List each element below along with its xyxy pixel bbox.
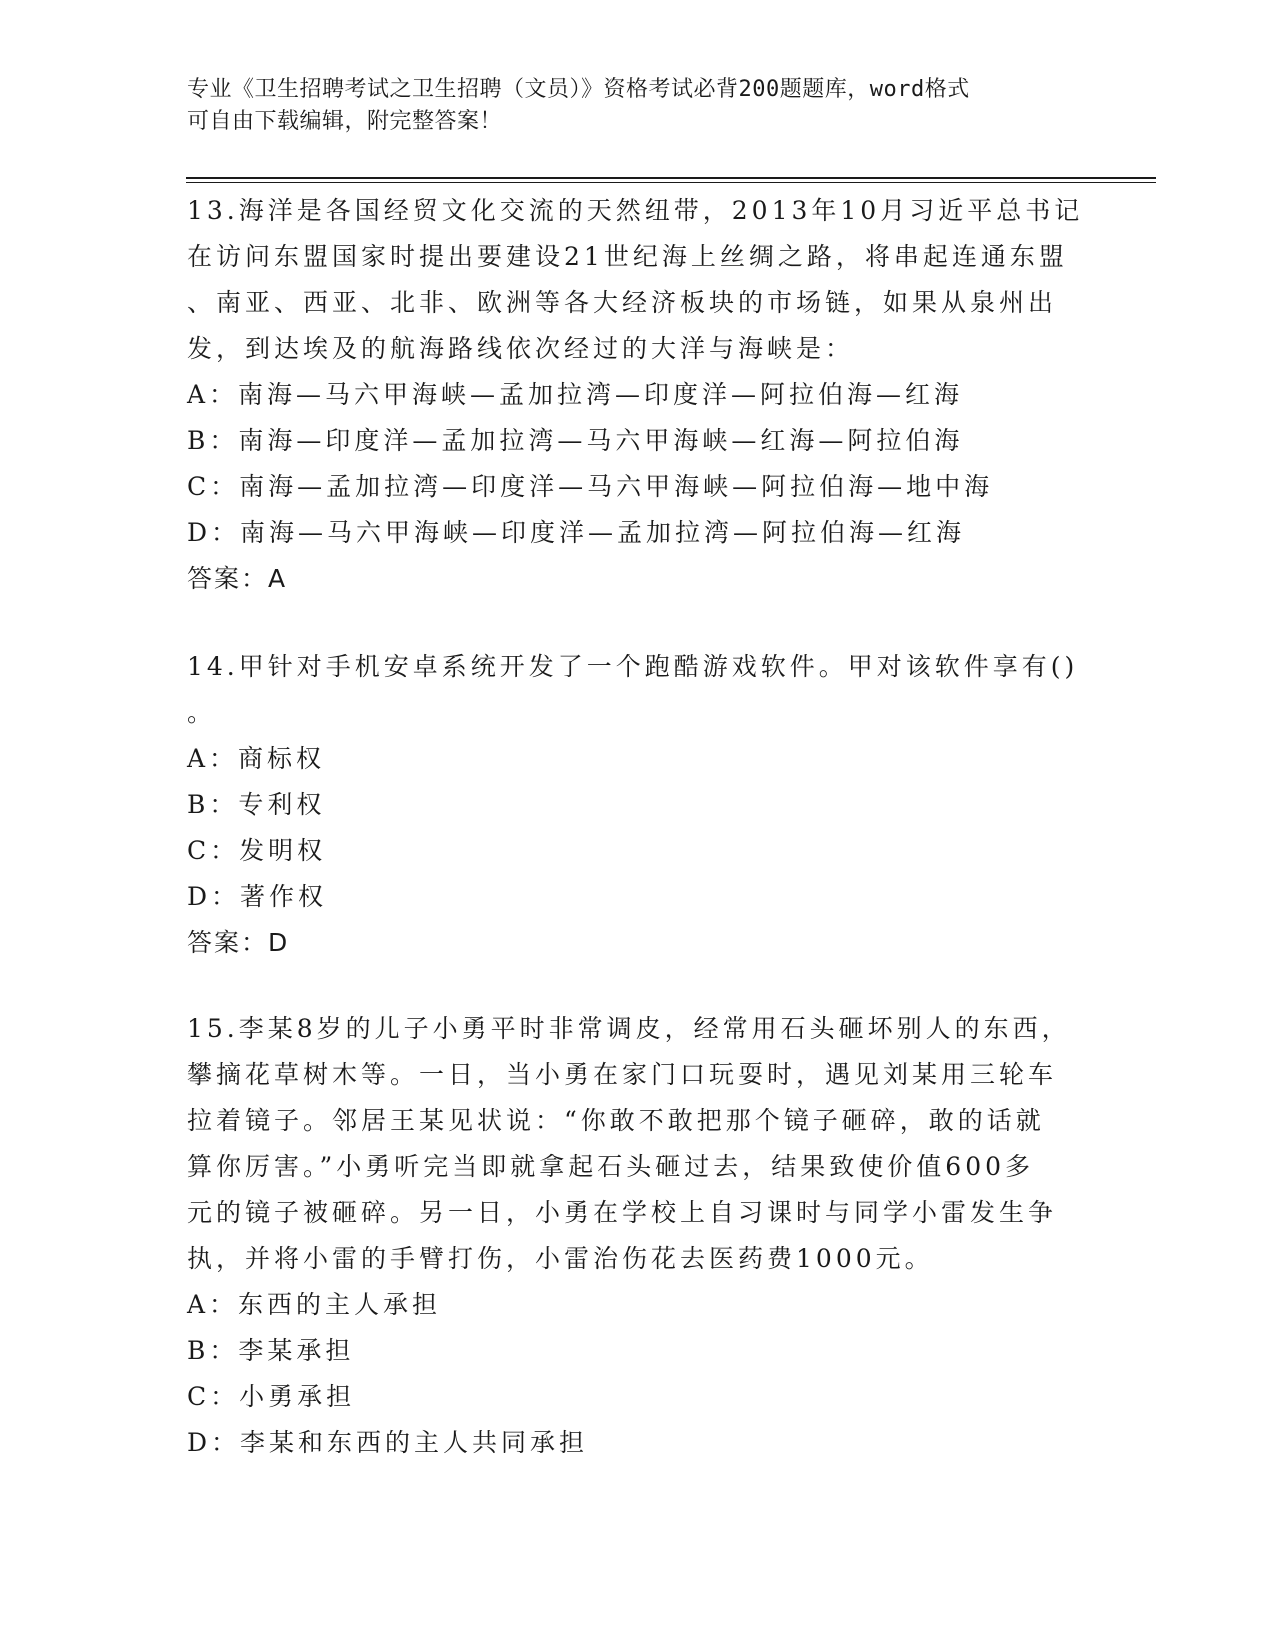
header-line-1: 专业《卫生招聘考试之卫生招聘（文员）》资格考试必背200题题库，word格式 bbox=[187, 77, 970, 102]
question-13 bbox=[187, 188, 1087, 602]
question-text-line: 元的镜子被砸碎。另一日，小勇在学校上自习课时与同学小雷发生争 bbox=[187, 1198, 1058, 1227]
option-b: B：南海—印度洋—孟加拉湾—马六甲海峡—红海—阿拉伯海 bbox=[187, 426, 964, 455]
option-a: A：南海—马六甲海峡—孟加拉湾—印度洋—阿拉伯海—红海 bbox=[187, 380, 964, 409]
question-text-line: 在访问东盟国家时提出要建设21世纪海上丝绸之路，将串起连通东盟 bbox=[187, 242, 1068, 271]
option-d: D：著作权 bbox=[187, 882, 328, 911]
answer-label: 答案：A bbox=[187, 564, 288, 593]
document-header bbox=[187, 74, 1067, 138]
question-text-line: 。 bbox=[187, 698, 217, 727]
option-a: A：商标权 bbox=[187, 744, 326, 773]
option-d: D：李某和东西的主人共同承担 bbox=[187, 1428, 589, 1457]
question-text-line: 攀摘花草树木等。一日，当小勇在家门口玩耍时，遇见刘某用三轮车 bbox=[187, 1060, 1058, 1089]
question-text-line: 拉着镜子。邻居王某见状说：“你敢不敢把那个镜子砸碎，敢的话就 bbox=[187, 1106, 1045, 1135]
question-text-line: 13.海洋是各国经贸文化交流的天然纽带，2013年10月习近平总书记 bbox=[187, 196, 1084, 225]
header-divider-thin bbox=[186, 182, 1156, 183]
option-d: D：南海—马六甲海峡—印度洋—孟加拉湾—阿拉伯海—红海 bbox=[187, 518, 966, 547]
header-line-2: 可自由下载编辑，附完整答案！ bbox=[187, 109, 503, 134]
question-text-line: 算你厉害。”小勇听完当即就拿起石头砸过去，结果致使价值600多 bbox=[187, 1152, 1035, 1181]
answer-label: 答案：D bbox=[187, 928, 290, 957]
option-c: C：发明权 bbox=[187, 836, 327, 865]
question-text-line: 发，到达埃及的航海路线依次经过的大洋与海峡是： bbox=[187, 334, 855, 363]
option-c: C：小勇承担 bbox=[187, 1382, 356, 1411]
question-14 bbox=[187, 644, 1087, 966]
header-divider-thick bbox=[186, 177, 1156, 179]
question-text-line: 14.甲针对手机安卓系统开发了一个跑酷游戏软件。甲对该软件享有() bbox=[187, 652, 1079, 681]
option-b: B：李某承担 bbox=[187, 1336, 355, 1365]
question-text-line: 、南亚、西亚、北非、欧洲等各大经济板块的市场链，如果从泉州出 bbox=[187, 288, 1058, 317]
option-c: C：南海—孟加拉湾—印度洋—马六甲海峡—阿拉伯海—地中海 bbox=[187, 472, 994, 501]
option-b: B：专利权 bbox=[187, 790, 326, 819]
question-text-line: 执，并将小雷的手臂打伤，小雷治伤花去医药费1000元。 bbox=[187, 1244, 934, 1273]
question-15 bbox=[187, 1006, 1087, 1466]
option-a: A：东西的主人承担 bbox=[187, 1290, 442, 1319]
question-text-line: 15.李某8岁的儿子小勇平时非常调皮，经常用石头砸坏别人的东西， bbox=[187, 1014, 1071, 1043]
